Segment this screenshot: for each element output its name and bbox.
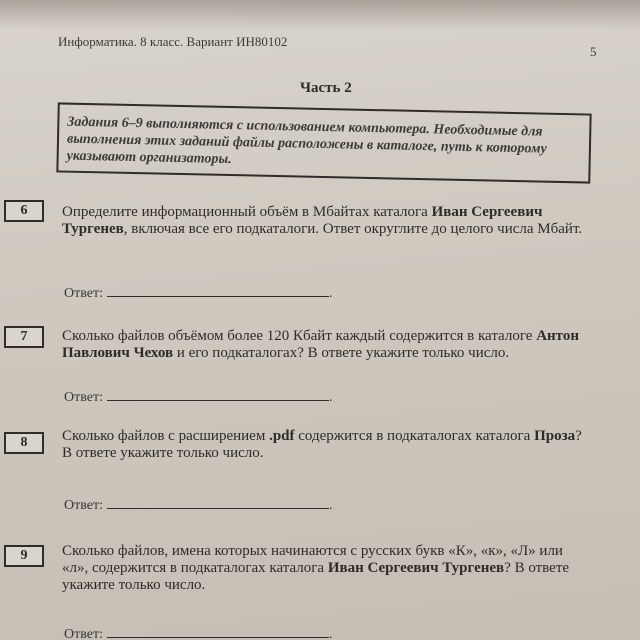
question-text: содержится в подкаталогах каталога	[294, 428, 535, 444]
question-text: Определите информационный объём в Мбайтах каталога	[62, 204, 432, 220]
instructions-box: Задания 6–9 выполняются с использованием компьютера. Необходимые для выполнения этих заданий файлы расположены в каталоге, путь к которому указывают организаторы.	[56, 102, 591, 183]
question-text: Сколько файлов с расширением	[62, 428, 270, 444]
answer-field[interactable]	[107, 625, 329, 638]
catalog-name: Антон Павлович Чехов	[62, 328, 579, 361]
part-title: Часть 2	[300, 80, 352, 96]
answer-row: Ответ: .	[64, 627, 333, 640]
task-question	[62, 543, 592, 594]
task-number-box: 6	[4, 200, 44, 222]
question-text: и его подкаталогах? В ответе укажите только число.	[173, 345, 510, 361]
question-text: , включая все его подкаталоги. Ответ округлите до целого числа Мбайт.	[123, 221, 583, 237]
answer-field[interactable]	[107, 284, 329, 297]
answer-row: Ответ: .	[64, 286, 333, 301]
task-number-box: 7	[4, 326, 44, 348]
answer-field[interactable]	[107, 388, 329, 401]
answer-field[interactable]	[107, 496, 329, 509]
task-question	[62, 328, 592, 362]
answer-label: Ответ:	[64, 498, 103, 513]
question-text: ? В ответе укажите только число.	[62, 428, 582, 461]
task-question	[62, 428, 592, 462]
page-header: Информатика. 8 класс. Вариант ИН80102	[58, 34, 288, 49]
answer-label: Ответ:	[64, 390, 103, 405]
question-text: Сколько файлов, имена которых начинаются с русских букв «К», «к», «Л» или «л», содержится в подкаталогах каталога	[62, 543, 563, 576]
task-number-box: 8	[4, 432, 44, 454]
question-text: Сколько файлов объёмом более 120 Кбайт каждый содержится в каталоге	[62, 328, 537, 344]
file-extension: .pdf	[269, 428, 295, 444]
answer-row: Ответ: .	[64, 498, 333, 513]
task-question	[62, 204, 592, 238]
question-text: ? В ответе укажите только число.	[62, 560, 570, 593]
answer-label: Ответ:	[64, 627, 103, 640]
page-number: 5	[590, 44, 597, 59]
catalog-name: Иван Сергеевич Тургенев	[327, 560, 505, 576]
task-number-box: 9	[4, 545, 44, 567]
top-shadow	[0, 0, 640, 30]
catalog-name: Иван Сергеевич Тургенев	[62, 204, 543, 237]
answer-row: Ответ: .	[64, 390, 333, 405]
answer-label: Ответ:	[64, 286, 103, 301]
catalog-name: Проза	[534, 428, 576, 444]
